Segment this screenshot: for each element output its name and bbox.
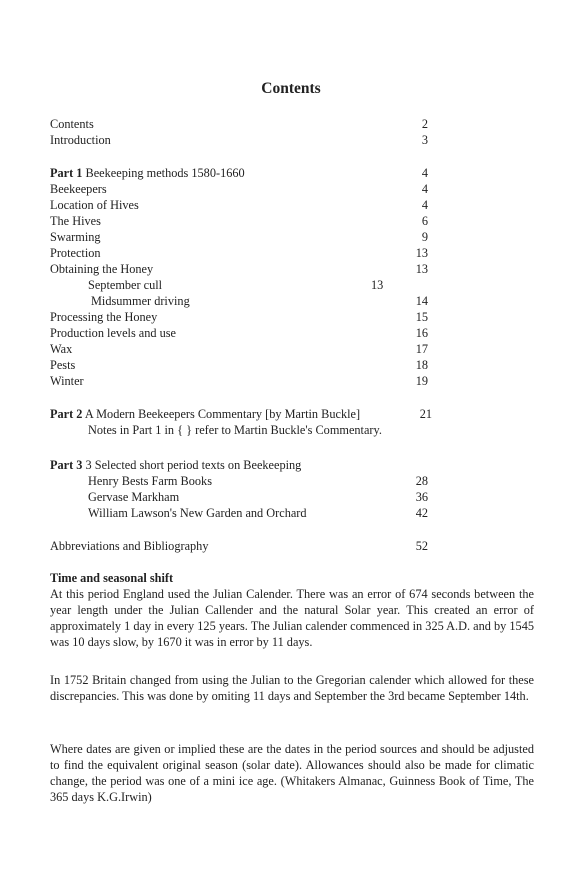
toc-entry-winter: [50, 373, 428, 389]
paragraph: In 1752 Britain changed from using the Julian to the Gregorian calender which allowed for these discrepancies. This was done by omiting 11 days and September the 3rd became September 14th.: [50, 673, 534, 703]
toc-entry-obtaining: [50, 261, 428, 277]
toc-label: Introduction: [50, 133, 111, 147]
toc-page: 14: [415, 294, 428, 308]
toc-entry-location: [50, 197, 428, 213]
toc-page: 28: [415, 474, 428, 488]
part-label: Part 3: [50, 458, 83, 472]
toc-page: 16: [415, 326, 428, 340]
toc-page: 36: [415, 490, 428, 504]
toc-entry-part3: [50, 457, 428, 473]
toc-entry-beekeepers: [50, 181, 428, 197]
toc-page: 42: [415, 506, 428, 520]
toc-label: Location of Hives: [50, 198, 139, 212]
section-heading: Time and seasonal shift: [50, 571, 174, 585]
toc-page: 6: [421, 214, 428, 228]
toc-entry-swarming: [50, 229, 428, 245]
toc-label: Pests: [50, 358, 76, 372]
toc-entry-processing: [50, 309, 428, 325]
toc-label: Processing the Honey: [50, 310, 158, 324]
toc-label: Midsummer driving: [91, 294, 190, 308]
part-label: Part 1: [50, 166, 83, 180]
toc-page: 15: [415, 310, 428, 324]
toc-page: 21: [419, 407, 432, 421]
toc-page: 19: [415, 374, 428, 388]
toc-page: 3: [421, 133, 428, 147]
toc-label: Winter: [50, 374, 84, 388]
toc-label: Beekeeping methods 1580-1660: [82, 166, 245, 180]
toc-page: 4: [421, 166, 428, 180]
paragraph: Where dates are given or implied these are the dates in the period sources and should be adjusted to find the equivalent original season (solar date). Allowances should also be made for climatic change, the period was one of a mini ice age. (Whitakers Almanac, Guinness Book of Time, The 365 days K.G.Irwin): [50, 742, 534, 804]
toc-entry-hives: [50, 213, 428, 229]
toc-entry-midsummer: [50, 293, 428, 309]
toc-label: Production levels and use: [50, 326, 177, 340]
toc-label: Contents: [50, 117, 94, 131]
page-title: Contents: [261, 80, 321, 97]
toc-label: Swarming: [50, 230, 101, 244]
toc-label: Abbreviations and Bibliography: [50, 539, 209, 553]
toc-label: Wax: [50, 342, 73, 356]
toc-label: The Hives: [50, 214, 101, 228]
toc-page: 13: [371, 278, 384, 292]
toc-entry-wax: [50, 341, 428, 357]
toc-label: William Lawson's New Garden and Orchard: [88, 506, 307, 520]
toc-page: 9: [421, 230, 428, 244]
toc-label: Henry Bests Farm Books: [88, 474, 212, 488]
toc-entry-protection: [50, 245, 428, 261]
part-label: Part 2: [50, 407, 83, 421]
toc-page: 4: [421, 182, 428, 196]
toc-label: 3 Selected short period texts on Beekeeping: [82, 458, 302, 472]
toc-page: 4: [421, 198, 428, 212]
toc-label: Beekeepers: [50, 182, 107, 196]
toc-entry-markham: [50, 489, 428, 505]
toc-entry-lawson: [50, 505, 428, 521]
paragraph: At this period England used the Julian Calender. There was an error of 674 seconds between the year length under the Julian Callender and the natural Solar year. This created an error of approximately 1 day in every 125 years. The Julian calender commenced in 325 A.D. and by 1545 was 10 days slow, by 1670 it was in error by 11 days.: [50, 587, 534, 649]
toc-entry-part2: [50, 406, 432, 422]
toc-entry-part1: [50, 165, 428, 181]
toc-label: Gervase Markham: [88, 490, 180, 504]
toc-entry-bibliography: [50, 538, 428, 554]
toc-label: Protection: [50, 246, 101, 260]
toc-page: 18: [415, 358, 428, 372]
toc-label: Obtaining the Honey: [50, 262, 154, 276]
toc-note: Notes in Part 1 in { } refer to Martin Buckle's Commentary.: [88, 423, 382, 437]
toc-entry-pests: [50, 357, 428, 373]
toc-entry-contents: [50, 116, 428, 132]
toc-label: September cull: [88, 278, 163, 292]
toc-page: 52: [415, 539, 428, 553]
toc-page: 17: [415, 342, 428, 356]
toc-entry-production: [50, 325, 428, 341]
toc-entry-introduction: [50, 132, 428, 148]
toc-label: A Modern Beekeepers Commentary [by Martin Buckle]: [82, 407, 361, 421]
toc-page: 13: [415, 262, 428, 276]
toc-page: 13: [415, 246, 428, 260]
toc-entry-best: [50, 473, 428, 489]
toc-page: 2: [421, 117, 428, 131]
